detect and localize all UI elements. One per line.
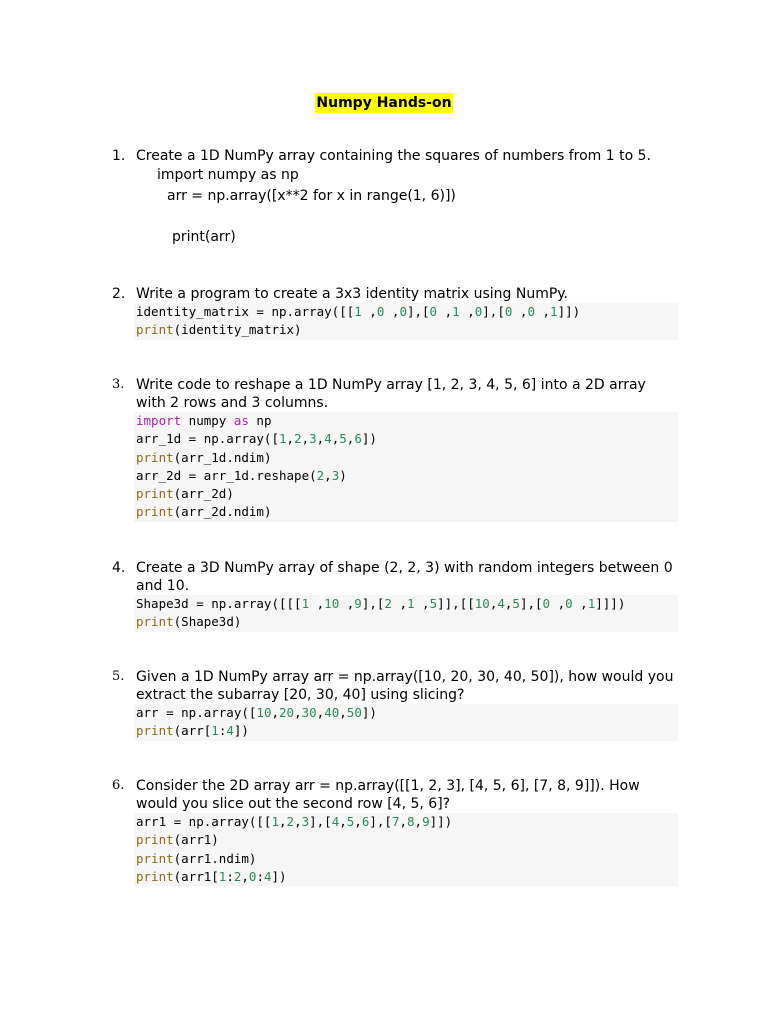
code-token: print [136,614,174,630]
code-token: 1 [271,814,279,829]
code-token: arr = np.array([ [136,705,257,720]
code-token: , [437,304,453,319]
code-token: 6 [361,814,370,829]
code-line [136,613,676,631]
code-token: (identity_matrix) [173,322,302,338]
code-token: Shape3d = np.array([[[ [136,596,302,611]
code-token: 2 [294,431,302,447]
code-token: 3 [301,814,310,829]
code-token: 0 [565,596,573,611]
code-token: 7 [391,814,400,829]
code-token: import [136,413,182,428]
code-token: 4 [226,723,234,739]
code-token: 50 [346,705,362,720]
question-4 [112,559,678,632]
code-line [136,430,676,448]
code-token: 0 [474,304,483,319]
code-token: arr_2d = arr_1d.reshape( [136,467,317,483]
code-token: , [399,814,407,829]
code-token: , [572,596,588,611]
code-token: 2 [233,868,242,884]
code-token: 5 [429,596,438,611]
code-block [134,704,678,741]
code-token: numpy [181,413,234,428]
code-token: 3 [309,431,317,447]
code-token: (arr_2d) [173,486,234,502]
code-token: , [504,596,513,611]
code-token: , [339,814,347,829]
code-token: (arr[ [173,723,212,739]
question-6 [112,777,678,886]
code-block [134,303,678,340]
code-line [136,485,676,503]
code-token: 4 [331,814,340,829]
question-3 [112,376,678,522]
code-token: 4 [324,431,332,447]
code-token: , [331,431,340,447]
code-token: (arr_1d.ndim) [173,449,272,465]
code-token: arr1 = np.array([[ [136,814,272,829]
code-token: 2 [316,467,325,483]
code-token: arr_1d = np.array([ [136,431,279,447]
question-text: Consider the 2D array arr = np.array([[1, 2, 3], [4, 5, 6], [7, 8, 9]]). How would you slice out the second row [4, 5, 6]? [136,778,640,812]
code-token: : [218,723,227,739]
question-text: Create a 1D NumPy array containing the squares of numbers from 1 to 5. [136,148,651,164]
code-token: ],[ [519,596,543,611]
page-title: Numpy Hands-on [316,95,452,111]
code-token: 3 [331,467,340,483]
code-token: : [226,868,234,884]
code-token: ]]) [429,814,453,829]
code-token: ]) [233,723,249,739]
code-token: , [271,705,280,720]
question-number: 1. [112,148,126,164]
code-line [136,412,676,430]
code-token: , [489,596,498,611]
code-line [136,467,676,485]
code-token: 5 [512,596,520,611]
code-token: 1 [279,431,287,447]
code-token: (arr1[ [173,868,219,884]
code-token: 5 [339,431,347,447]
code-token: 0 [248,868,257,884]
code-token: , [309,596,325,611]
code-token: ]) [271,868,287,884]
code-line [136,321,676,339]
code-token: , [414,596,430,611]
question-2 [112,285,678,340]
code-token: 0 [376,304,385,319]
code-token: 10 [474,596,490,611]
code-line [136,850,676,868]
code-token: print [136,723,174,739]
title-container [0,92,768,113]
code-token: , [512,304,528,319]
code-token: ]]) [557,304,581,319]
code-token: ],[ [369,814,392,829]
code-token: 0 [542,596,551,611]
code-token: , [391,596,407,611]
code-token: 0 [527,304,535,319]
code-token: 40 [324,705,340,720]
code-token: ],[ [309,814,332,829]
code-token: , [316,705,325,720]
code-token: 10 [256,705,272,720]
code-token: , [294,814,302,829]
code-token: print [136,486,174,502]
code-token: ]) [361,431,377,447]
code-token: 1 [407,596,415,611]
code-token: ],[ [482,304,505,319]
code-token: 30 [301,705,317,720]
code-token: print [136,832,174,848]
code-token: , [346,431,355,447]
code-token: 1 [218,868,227,884]
code-token: (arr1.ndim) [173,850,257,866]
question-number: 5. [112,669,125,684]
code-line: print(arr) [172,229,236,245]
code-token: , [241,868,249,884]
code-token: 10 [324,596,340,611]
code-token: 20 [279,705,295,720]
code-token: : [256,868,264,884]
code-token: 6 [354,431,362,447]
code-token: print [136,449,174,465]
code-token: np [248,413,272,428]
code-block [134,595,678,632]
code-token: 1 [587,596,596,611]
code-token: , [384,304,400,319]
code-line [136,503,676,521]
code-token: (arr_2d.ndim) [173,504,272,520]
code-token: print [136,322,174,338]
code-token: 8 [407,814,415,829]
code-token: 4 [497,596,505,611]
code-token: 4 [263,868,272,884]
code-token: 2 [286,814,295,829]
code-token: 5 [346,814,355,829]
code-line: import numpy as np [157,167,299,183]
code-token: (Shape3d) [173,614,242,630]
code-token: 9 [354,596,362,611]
code-line [136,813,676,831]
question-1 [112,147,678,246]
code-token: , [294,705,302,720]
code-token: 0 [399,304,407,319]
code-token: ]]]) [595,596,626,611]
code-token: , [414,814,423,829]
code-token: 1 [452,304,460,319]
code-block [134,813,678,886]
code-token: ],[ [361,596,385,611]
code-token: as [233,413,249,428]
code-token: ) [339,467,347,483]
code-line [136,449,676,467]
code-line [136,704,676,722]
code-line [136,303,676,321]
question-5 [112,668,678,741]
code-line [136,595,676,613]
code-line [136,831,676,849]
question-text: Write a program to create a 3x3 identity matrix using NumPy. [136,286,569,302]
code-token: 9 [422,814,430,829]
question-number: 3. [112,377,125,392]
code-token: , [301,431,310,447]
question-text: Given a 1D NumPy array arr = np.array([10, 20, 30, 40, 50]), how would you extract the subarray [20, 30, 40] using slicing? [136,669,674,703]
question-number: 4. [112,560,126,576]
code-token: 1 [354,304,362,319]
code-token: , [324,467,332,483]
code-token: 2 [384,596,392,611]
code-token: , [550,596,566,611]
code-token: print [136,504,174,520]
code-token: 1 [301,596,310,611]
code-token: 0 [504,304,513,319]
code-token: , [316,431,325,447]
code-block [134,412,678,522]
code-token: , [361,304,377,319]
code-token: , [459,304,475,319]
question-number: 2. [112,286,126,302]
code-line [136,722,676,740]
code-token: 1 [550,304,558,319]
question-text: Write code to reshape a 1D NumPy array [1, 2, 3, 4, 5, 6] into a 2D array with 2 rows and 3 columns. [136,377,646,411]
code-token: , [339,596,355,611]
code-token: , [286,431,295,447]
code-token: ],[ [406,304,430,319]
code-token: 1 [211,723,219,739]
code-token: ]) [361,705,377,720]
code-token: identity_matrix = np.array([[ [136,304,355,319]
question-text: Create a 3D NumPy array of shape (2, 2, 3) with random integers between 0 and 10. [136,560,673,594]
code-token: 0 [429,304,438,319]
code-line [136,868,676,886]
code-token: print [136,850,174,866]
code-token: , [339,705,347,720]
code-line: arr = np.array([x**2 for x in range(1, 6)]) [167,188,456,204]
code-token: , [534,304,551,319]
code-token: print [136,868,174,884]
code-token: (arr1) [173,832,219,848]
code-token: , [279,814,287,829]
code-token: , [354,814,362,829]
question-number: 6. [112,778,125,793]
code-token: ]],[[ [437,596,475,611]
